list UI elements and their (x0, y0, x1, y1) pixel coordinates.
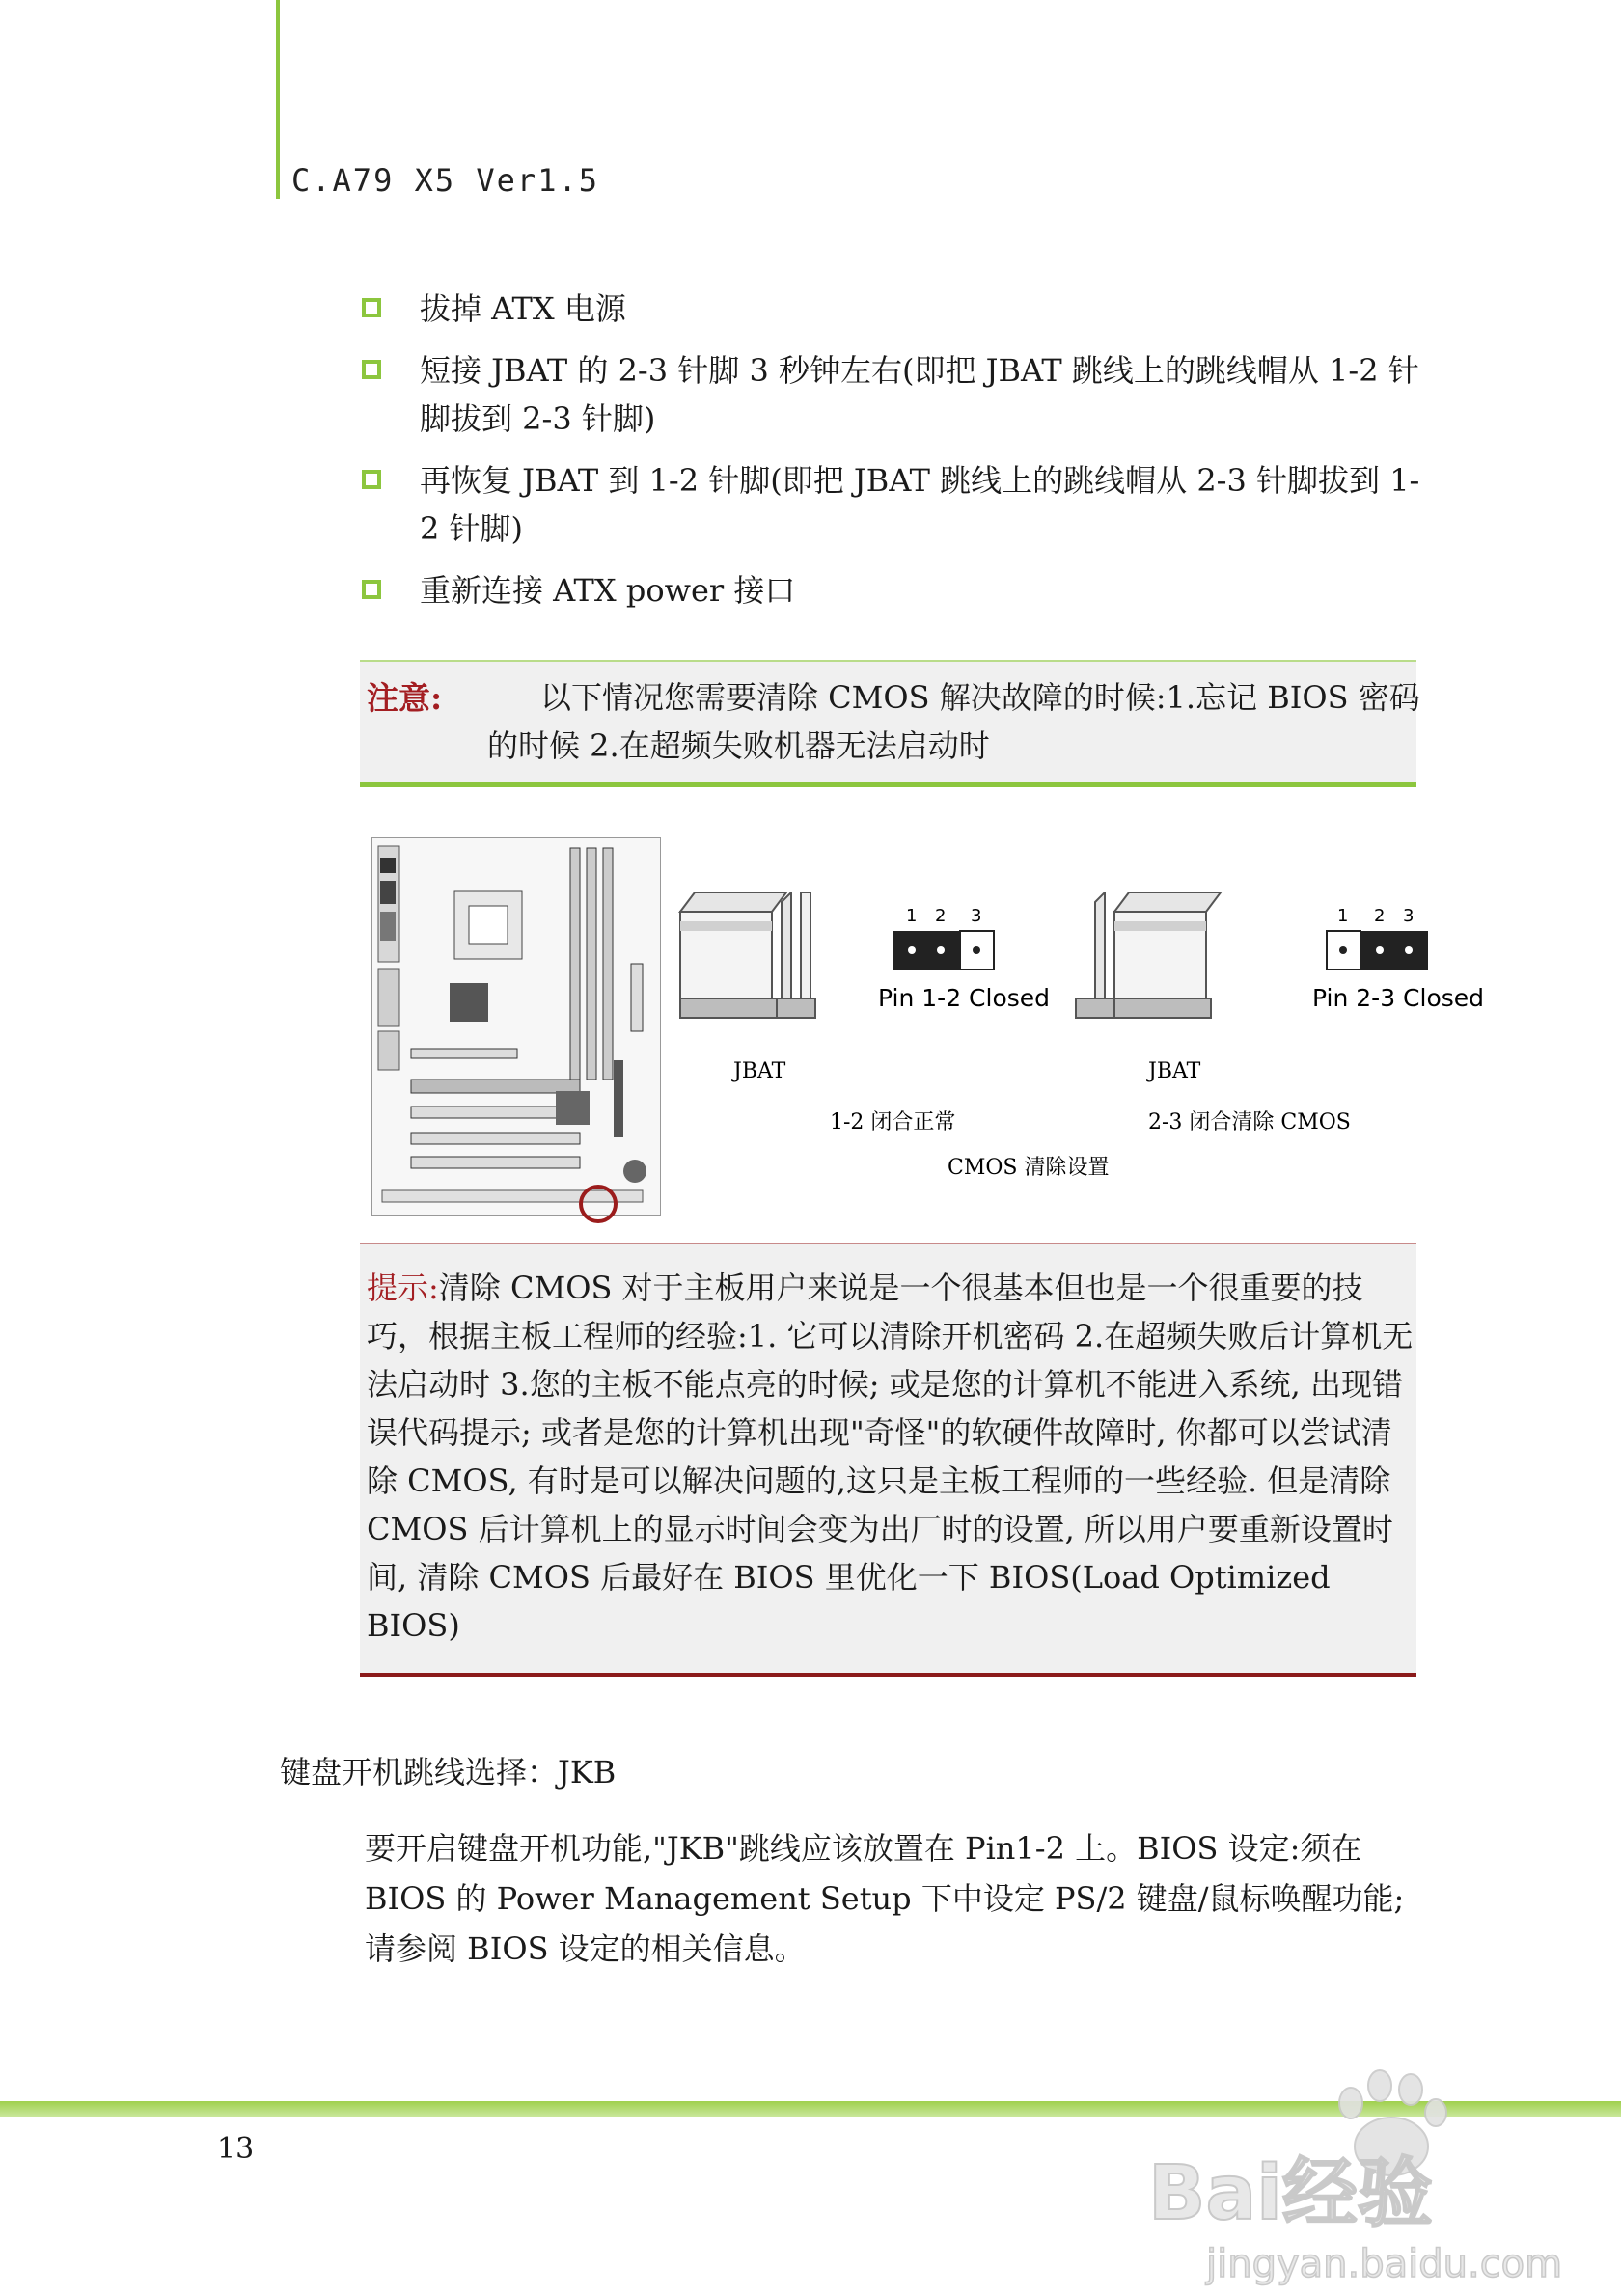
list-item-text: 短接 JBAT 的 2-3 针脚 3 秒钟左右(即把 JBAT 跳线上的跳线帽从 1-2 针脚拔到 2-3 针脚) (420, 352, 1419, 437)
tip-label: 提示: (367, 1270, 439, 1306)
pin-number: 1 (1337, 906, 1349, 926)
list-item-text: 重新连接 ATX power 接口 (420, 572, 796, 609)
jumper-cap-right (1076, 892, 1221, 1018)
figure-caption: CMOS 清除设置 (948, 1156, 1110, 1180)
note-text-line1: 以下情况您需要清除 CMOS 解决故障的时候:1.忘记 BIOS 密码 (540, 679, 1420, 716)
normal-label: 1-2 闭合正常 (830, 1110, 956, 1134)
pin-number: 1 (906, 906, 918, 926)
pin-number: 2 (1374, 906, 1386, 926)
pin-header-2-3-closed (1327, 931, 1428, 970)
clear-cmos-label: 2-3 闭合清除 CMOS (1148, 1110, 1351, 1134)
pin-number: 2 (935, 906, 947, 926)
pin-number: 3 (971, 906, 982, 926)
list-item (362, 456, 1433, 553)
checkbox-bullet-icon (362, 580, 381, 599)
tip-paragraph (367, 1264, 1418, 1650)
jbat-label-right: JBAT (1148, 1059, 1201, 1083)
tip-text: 清除 CMOS 对于主板用户来说是一个很基本但也是一个很重要的技巧，根据主板工程师的经验:1. 它可以清除开机密码 2.在超频失败后计算机无法启动时 3.您的主板不能点亮的时候; 或是您的计算机不能进入系统, 出现错误代码提示; 或者是您的计算机出现"奇怪"的软硬件故障时, 你都可以尝试清除 CMOS, 有时是可以解决问题的,这只是主板工程师的一些经验. 但是清除 CMOS 后计算机上的显示时间会变为出厂时的设置, 所以用户要重新设置时间, 清除 CMOS 后最好在 BIOS 里优化一下 BIOS(Load Optimized BIOS) (367, 1270, 1414, 1644)
pin-number: 3 (1403, 906, 1415, 926)
note-label: 注意: (367, 679, 443, 717)
checkbox-bullet-icon (362, 298, 381, 317)
section-title: 键盘开机跳线选择：JKB (280, 1754, 617, 1790)
pin-caption-right: Pin 2-3 Closed (1312, 984, 1485, 1012)
checkbox-bullet-icon (362, 470, 381, 489)
list-item (362, 285, 1433, 333)
motherboard-diagram (371, 837, 661, 1216)
baidu-jingyan-watermark (1148, 2064, 1602, 2286)
note-text-line2: 的时候 2.在超频失败机器无法启动时 (487, 727, 990, 764)
pin-header-1-2-closed (893, 931, 994, 970)
header-rule (276, 0, 280, 199)
document-code: C.A79 X5 Ver1.5 (291, 162, 599, 199)
checkbox-bullet-icon (362, 360, 381, 379)
watermark-url-text: jingyan.baidu.com (1206, 2242, 1563, 2286)
jumper-cap-left (680, 892, 815, 1018)
jbat-highlight-circle (579, 1185, 618, 1223)
pin-caption-left: Pin 1-2 Closed (878, 984, 1051, 1012)
motherboard-drawing (372, 838, 660, 1215)
watermark-brand-text: Bai经验 (1148, 2150, 1433, 2237)
list-item-text: 再恢复 JBAT 到 1-2 针脚(即把 JBAT 跳线上的跳线帽从 2-3 针脚拔到 1-2 针脚) (420, 462, 1420, 547)
list-item (362, 566, 1433, 615)
list-item-text: 拔掉 ATX 电源 (420, 290, 626, 327)
jbat-label-left: JBAT (733, 1059, 786, 1083)
page-number: 13 (217, 2132, 255, 2166)
jumper-illustration (675, 892, 1525, 1182)
step-list (362, 285, 1433, 628)
section-body: 要开启键盘开机功能,"JKB"跳线应该放置在 Pin1-2 上。BIOS 设定:须在 BIOS 的 Power Management Setup 下中设定 PS/2 键盘/鼠标唤醒功能;请参阅 BIOS 设定的相关信息。 (365, 1830, 1405, 1967)
list-item (362, 346, 1433, 443)
